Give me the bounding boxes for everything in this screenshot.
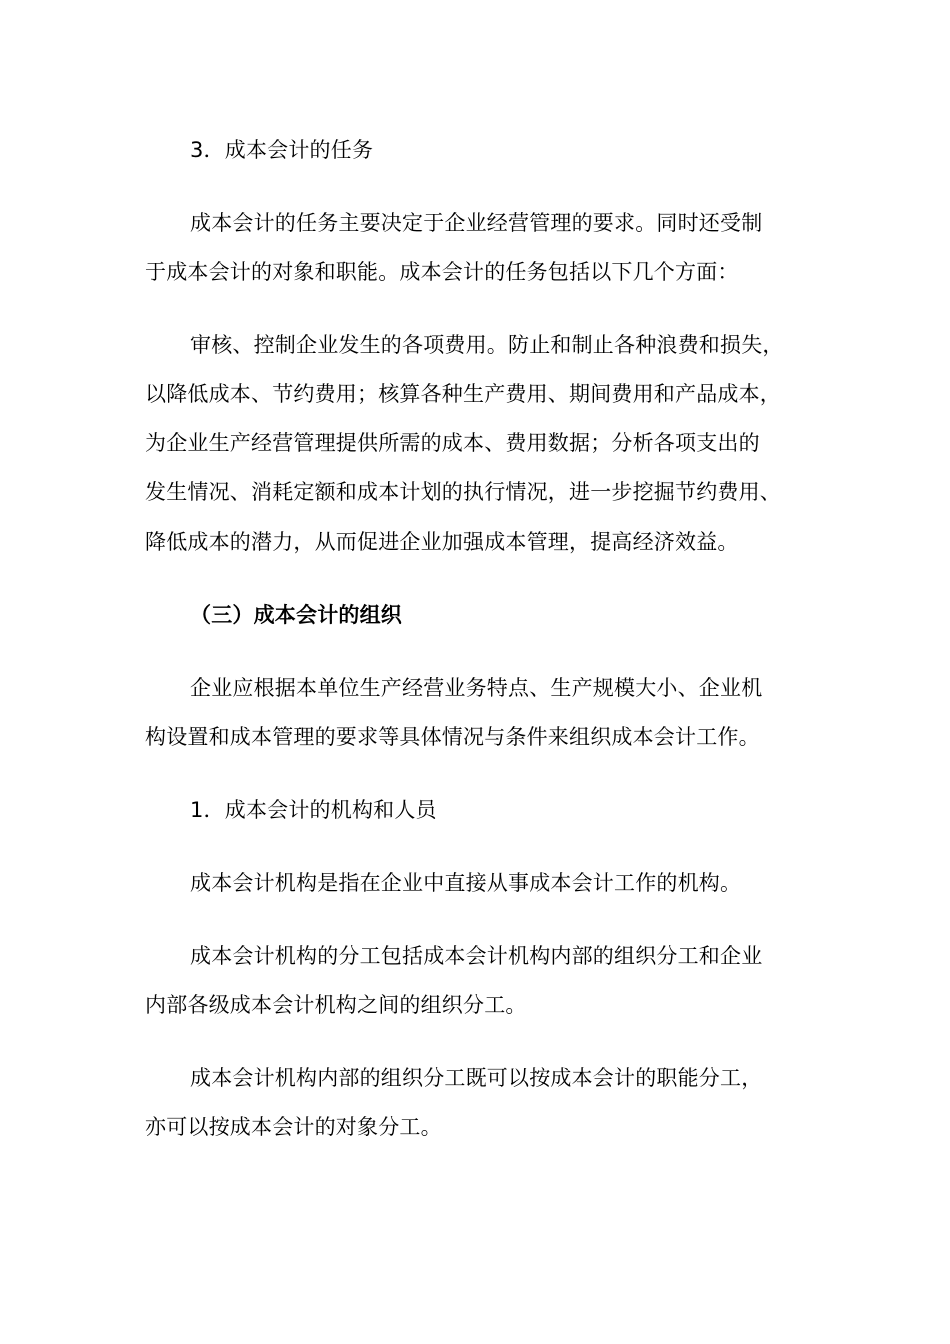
paragraph-line: 企业应根据本单位生产经营业务特点、生产规模大小、企业机 [190, 676, 763, 700]
paragraph-line: 亦可以按成本会计的对象分工。 [145, 1115, 442, 1139]
paragraph-line: 成本会计机构内部的组织分工既可以按成本会计的职能分工， [190, 1066, 763, 1090]
paragraph-line: 成本会计机构的分工包括成本会计机构内部的组织分工和企业 [190, 944, 763, 968]
heading-institutions-personnel: 1．成本会计的机构和人员 [190, 798, 437, 822]
paragraph-line: 以降低成本、节约费用；核算各种生产费用、期间费用和产品成本， [145, 382, 781, 406]
heading-cost-accounting-tasks: 3．成本会计的任务 [190, 138, 374, 162]
paragraph-line: 成本会计机构是指在企业中直接从事成本会计工作的机构。 [190, 871, 742, 895]
paragraph-line: 内部各级成本会计机构之间的组织分工。 [145, 993, 527, 1017]
paragraph-line: 构设置和成本管理的要求等具体情况与条件来组织成本会计工作。 [145, 725, 760, 749]
section-heading-organization: （三）成本会计的组织 [190, 603, 402, 627]
paragraph-line: 为企业生产经营管理提供所需的成本、费用数据；分析各项支出的 [145, 431, 760, 455]
paragraph-line: 发生情况、消耗定额和成本计划的执行情况，进一步挖掘节约费用、 [145, 480, 781, 504]
paragraph-line: 审核、控制企业发生的各项费用。防止和制止各种浪费和损失， [190, 333, 784, 357]
paragraph-line: 降低成本的潜力，从而促进企业加强成本管理，提高经济效益。 [145, 530, 739, 554]
paragraph-line: 成本会计的任务主要决定于企业经营管理的要求。同时还受制 [190, 211, 763, 235]
paragraph-line: 于成本会计的对象和职能。成本会计的任务包括以下几个方面： [145, 260, 739, 284]
